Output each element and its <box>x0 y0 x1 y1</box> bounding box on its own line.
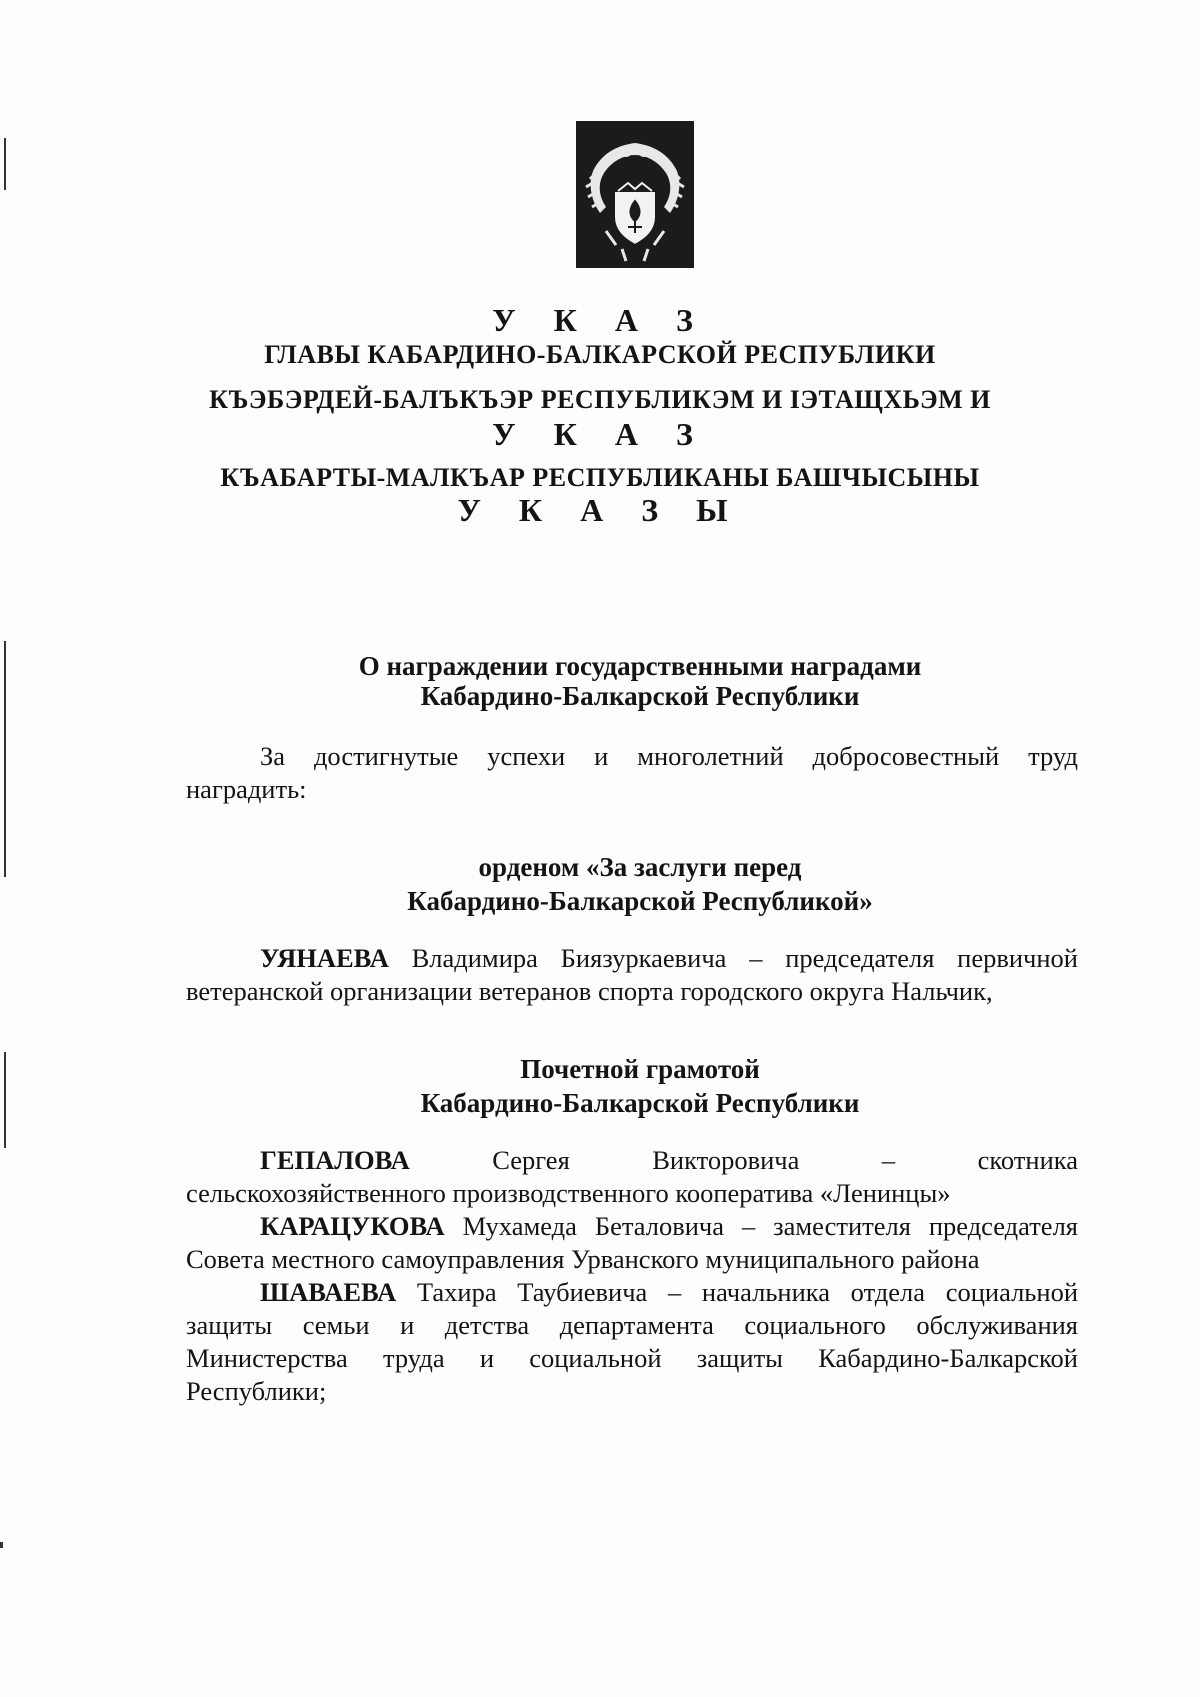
preamble-line: наградить: <box>186 774 307 804</box>
title-line: О награждении государственными наградами <box>358 651 922 681</box>
recipient-list <box>186 1144 1078 1408</box>
award-certificate-heading <box>0 1052 1200 1120</box>
recipient-line: Министерства труда и социальной защиты Кабардино-Балкарской <box>186 1343 1078 1373</box>
scan-margin-mark <box>4 138 6 190</box>
award-heading-line: Кабардино-Балкарской Республики <box>420 1088 860 1118</box>
recipient-line: ветеранской организации ветеранов спорта городского округа Нальчик, <box>186 976 993 1006</box>
award-heading-line: Кабардино-Балкарской Республикой» <box>407 886 873 916</box>
coat-of-arms-icon <box>576 121 694 273</box>
recipient-surname: ШАВАЕВА <box>260 1277 397 1307</box>
award-order-heading <box>0 850 1200 918</box>
recipient-details: Тахира Таубиевича – начальника отдела социальной <box>396 1277 1078 1307</box>
header-glava-line: ГЛАВЫ КАБАРДИНО-БАЛКАРСКОЙ РЕСПУБЛИКИ <box>264 340 936 369</box>
preamble-paragraph <box>186 740 1078 806</box>
scan-margin-mark <box>0 1542 3 1548</box>
ukaz-heading-kabardian: У К А З <box>492 416 708 452</box>
recipient-entry <box>186 942 1078 1008</box>
award-heading-line: орденом «За заслуги перед <box>478 852 802 882</box>
recipient-surname: УЯНАЕВА <box>260 943 389 973</box>
recipient-line <box>186 1276 1078 1309</box>
preamble-line: За достигнутые успехи и многолетний добросовестный труд <box>260 741 1078 771</box>
award-heading-line: Почетной грамотой <box>520 1054 760 1084</box>
header-balkar-line: КЪАБАРТЫ-МАЛКЪАР РЕСПУБЛИКАНЫ БАШЧЫСЫНЫ <box>220 463 980 492</box>
recipient-line: защиты семьи и детства департамента социального обслуживания <box>186 1310 1078 1340</box>
recipient-line <box>186 942 1078 975</box>
document-title <box>0 651 1200 711</box>
recipient-surname: ГЕПАЛОВА <box>260 1145 410 1175</box>
recipient-surname: КАРАЦУКОВА <box>260 1211 445 1241</box>
recipient-line <box>186 1144 1078 1177</box>
header-kabardian-line: КЪЭБЭРДЕЙ-БАЛЪКЪЭР РЕСПУБЛИКЭМ И ІЭТАЩХЬЭМ И <box>209 385 991 414</box>
recipient-line: Республики; <box>186 1376 327 1406</box>
recipient-details: Мухамеда Беталовича – заместителя председателя <box>444 1211 1078 1241</box>
title-line: Кабардино-Балкарской Республики <box>420 681 860 711</box>
ukaz-heading: У К А З <box>492 302 708 338</box>
ukaz-heading-balkar: У К А З Ы <box>457 492 743 528</box>
recipient-line: сельскохозяйственного производственного кооператива «Ленинцы» <box>186 1178 951 1208</box>
recipient-line: Совета местного самоуправления Урванского муниципального района <box>186 1244 980 1274</box>
recipient-line <box>186 1210 1078 1243</box>
recipient-details: Сергея Викторовича – скотника <box>409 1145 1078 1175</box>
recipient-details: Владимира Биязуркаевича – председателя первичной <box>388 943 1078 973</box>
